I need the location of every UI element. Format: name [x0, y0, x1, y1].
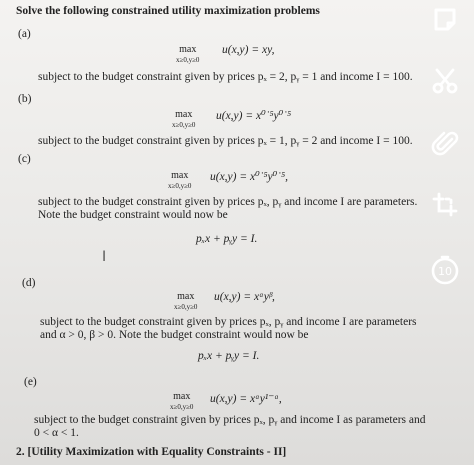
next-section-heading: 2. [Utility Maximization with Equality Constraints - II] [16, 446, 287, 458]
part-e-utility: u(x,y) = xᵅy¹⁻ᵅ, [210, 393, 282, 405]
problem-title: Solve the following constrained utility maximization problems [16, 5, 320, 17]
note-icon[interactable] [430, 5, 460, 35]
part-c-utility: u(x,y) = x⁰˙⁵y⁰˙⁵, [210, 171, 288, 183]
part-b-label: (b) [18, 93, 32, 105]
part-d-constraint: subject to the budget constraint given by prices pₓ, pᵧ and income I are parameters [40, 316, 417, 328]
part-d-budget: pₓx + pᵧy = I. [198, 350, 260, 362]
part-a-label: (a) [18, 28, 31, 40]
part-c-label: (c) [18, 153, 31, 165]
crop-icon[interactable] [430, 190, 460, 220]
part-d-note: and α > 0, β > 0. Note the budget constraint would now be [40, 329, 309, 341]
part-c-constraint: subject to the budget constraint given by prices pₓ, pᵧ and income I are parameters. [38, 196, 418, 208]
part-a-max: max x≥0,y≥0 [176, 44, 200, 64]
timer-label: 10 [438, 265, 452, 278]
part-b-utility: u(x,y) = x⁰˙⁵y⁰˙⁵ [216, 110, 292, 122]
part-c-max: max x≥0,y≥0 [168, 170, 192, 190]
part-a-utility: u(x,y) = xy, [222, 44, 275, 56]
text-cursor-icon: I [102, 249, 107, 265]
part-d-label: (d) [22, 277, 36, 289]
part-a-constraint: subject to the budget constraint given by prices pₓ = 2, pᵧ = 1 and income I = 100. [38, 71, 413, 83]
part-c-budget: pₓx + pᵧy = I. [196, 233, 258, 245]
part-e-max: max x≥0,y≥0 [170, 391, 194, 411]
scissors-icon[interactable] [430, 66, 460, 96]
part-b-max: max x≥0,y≥0 [172, 109, 196, 129]
part-c-note: Note the budget constraint would now be [38, 209, 228, 221]
part-b-constraint: subject to the budget constraint given by prices pₓ = 1, pᵧ = 2 and income I = 100. [38, 135, 413, 147]
paperclip-icon[interactable] [430, 128, 460, 158]
part-e-label: (e) [24, 376, 37, 388]
part-e-constraint: subject to the budget constraint given by prices pₓ, pᵧ and income I as parameters and [34, 414, 426, 426]
part-d-utility: u(x,y) = xᵅyᵝ, [214, 291, 275, 303]
part-e-note: 0 < α < 1. [34, 427, 79, 439]
part-d-max: max x≥0,y≥0 [174, 291, 198, 311]
annotation-toolbar [412, 0, 474, 465]
timer-icon[interactable] [430, 255, 460, 285]
